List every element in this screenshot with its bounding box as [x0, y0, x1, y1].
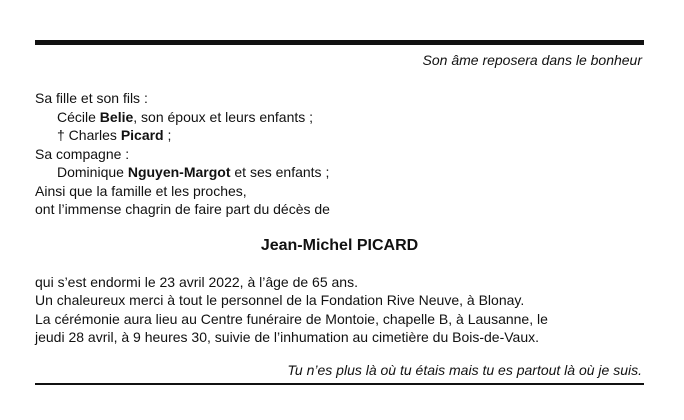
details-line-3: La cérémonie aura lieu au Centre funéraire de Montoie, chapelle B, à Lausanne, le — [35, 310, 548, 327]
relatives-line: Ainsi que la famille et les proches, — [35, 182, 247, 199]
announcement-line: ont l’immense chagrin de faire part du décès de — [35, 201, 330, 217]
child-entry-2 — [35, 126, 644, 145]
partner-first-name: Dominique — [57, 164, 128, 180]
opening-quote: Son âme reposera dans le bonheur — [422, 52, 642, 68]
deceased-name: Jean-Michel PICARD — [260, 236, 419, 254]
details-line-1: qui s’est endormi le 23 avril 2022, à l’âge de 65 ans. — [35, 273, 358, 290]
details-line-4: jeudi 28 avril, à 9 heures 30, suivie de l’inhumation au cimetière du Bois-de-Vaux. — [35, 329, 540, 345]
bottom-rule — [35, 383, 644, 385]
top-rule — [35, 40, 644, 45]
child1-rest: , son époux et leurs enfants ; — [133, 108, 314, 125]
partner-last-name: Nguyen-Margot — [127, 164, 231, 180]
child1-first-name: Cécile — [57, 108, 100, 125]
partner-entry — [35, 163, 644, 182]
details-line-2: Un chaleureux merci à tout le personnel de la Fondation Rive Neuve, à Blonay. — [35, 292, 525, 308]
closing-quote: Tu n’es plus là où tu étais mais tu es partout là où je suis. — [287, 361, 642, 378]
child2-prefix: † Charles — [57, 127, 121, 143]
child2-rest: ; — [163, 127, 172, 143]
children-intro: Sa fille et son fils : — [35, 90, 148, 106]
child-entry-1 — [35, 108, 644, 127]
family-block — [35, 89, 644, 219]
child2-last-name: Picard — [120, 127, 164, 143]
partner-rest: et ses enfants ; — [230, 164, 330, 180]
details-block — [35, 273, 644, 347]
child1-last-name: Belie — [99, 108, 134, 125]
obituary-notice — [35, 40, 644, 385]
partner-intro: Sa compagne : — [35, 145, 130, 162]
